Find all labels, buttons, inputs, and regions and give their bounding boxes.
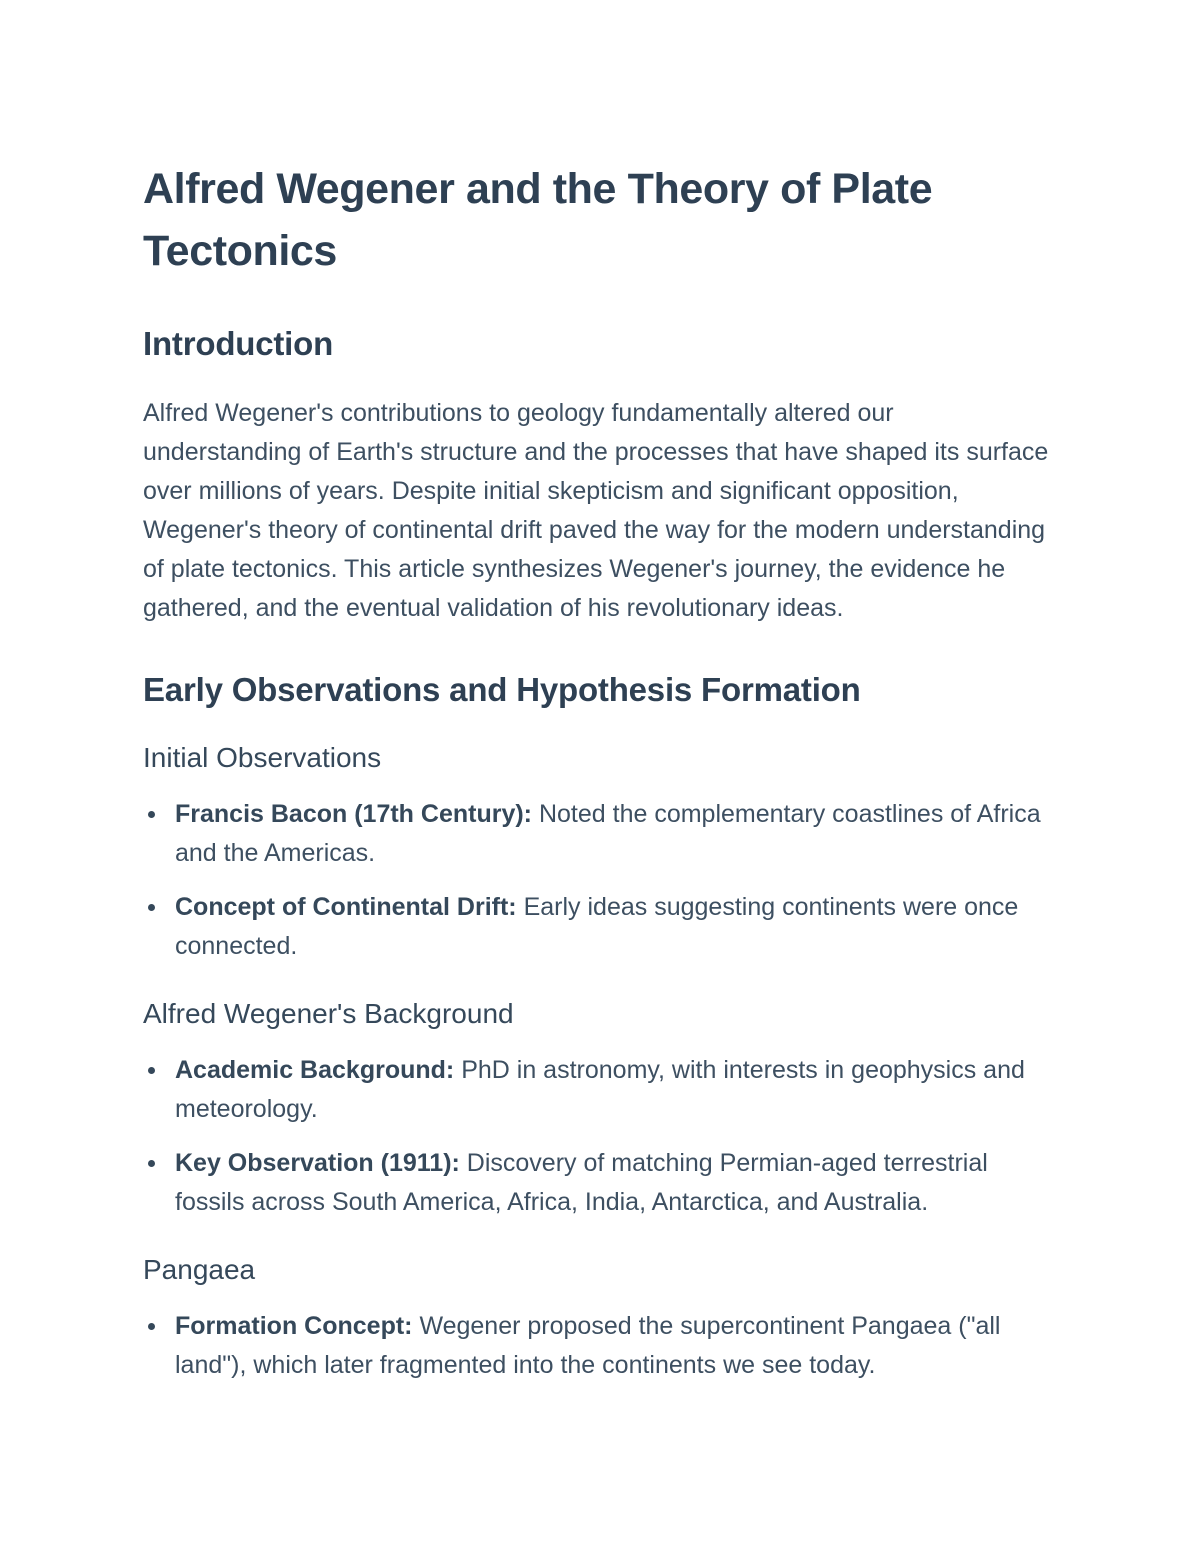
initial-observations-list [143, 795, 1057, 966]
pangaea-list [143, 1307, 1057, 1385]
subsection-heading-pangaea: Pangaea [143, 1254, 256, 1285]
section-heading-introduction: Introduction [143, 325, 334, 362]
bullet-icon [148, 811, 155, 818]
list-item [143, 1144, 1057, 1222]
bullet-icon [148, 1160, 155, 1167]
list-item-label: Formation Concept: [175, 1312, 413, 1340]
subsection-heading-initial-observations: Initial Observations [143, 742, 382, 773]
list-item-label: Concept of Continental Drift: [175, 893, 517, 921]
bullet-icon [148, 1067, 155, 1074]
list-item [143, 795, 1057, 873]
list-item-text: Wegener proposed the supercontinent Pangaea ("all land"), which later fragmented into the continents we see today. [175, 1312, 1001, 1379]
list-item-text: Noted the complementary coastlines of Africa and the Americas. [175, 800, 1041, 867]
document-title: Alfred Wegener and the Theory of Plate Tectonics [143, 165, 933, 275]
list-item-text: Discovery of matching Permian-aged terrestrial fossils across South America, Africa, India, Antarctica, and Australia. [175, 1149, 988, 1216]
list-item-label: Key Observation (1911): [175, 1149, 460, 1177]
list-item [143, 1307, 1057, 1385]
wegener-background-list [143, 1051, 1057, 1222]
list-item [143, 888, 1057, 966]
list-item-label: Academic Background: [175, 1056, 455, 1084]
document-page [143, 158, 1057, 1385]
list-item-text: PhD in astronomy, with interests in geophysics and meteorology. [175, 1056, 1025, 1123]
list-item-label: Francis Bacon (17th Century): [175, 800, 533, 828]
list-item-text: Early ideas suggesting continents were once connected. [175, 893, 1019, 960]
list-item [143, 1051, 1057, 1129]
bullet-icon [148, 1323, 155, 1330]
subsection-heading-wegener-background: Alfred Wegener's Background [143, 998, 514, 1029]
section-heading-early-observations: Early Observations and Hypothesis Formation [143, 671, 861, 708]
bullet-icon [148, 904, 155, 911]
introduction-paragraph: Alfred Wegener's contributions to geology fundamentally altered our understanding of Earth's structure and the processes that have shaped its surface over millions of years. Despite initial skepticism and significant opposition, Wegener's theory of continental drift paved the way for the modern understanding of plate tectonics. This article synthesizes Wegener's journey, the evidence he gathered, and the eventual validation of his revolutionary ideas. [143, 399, 1049, 622]
